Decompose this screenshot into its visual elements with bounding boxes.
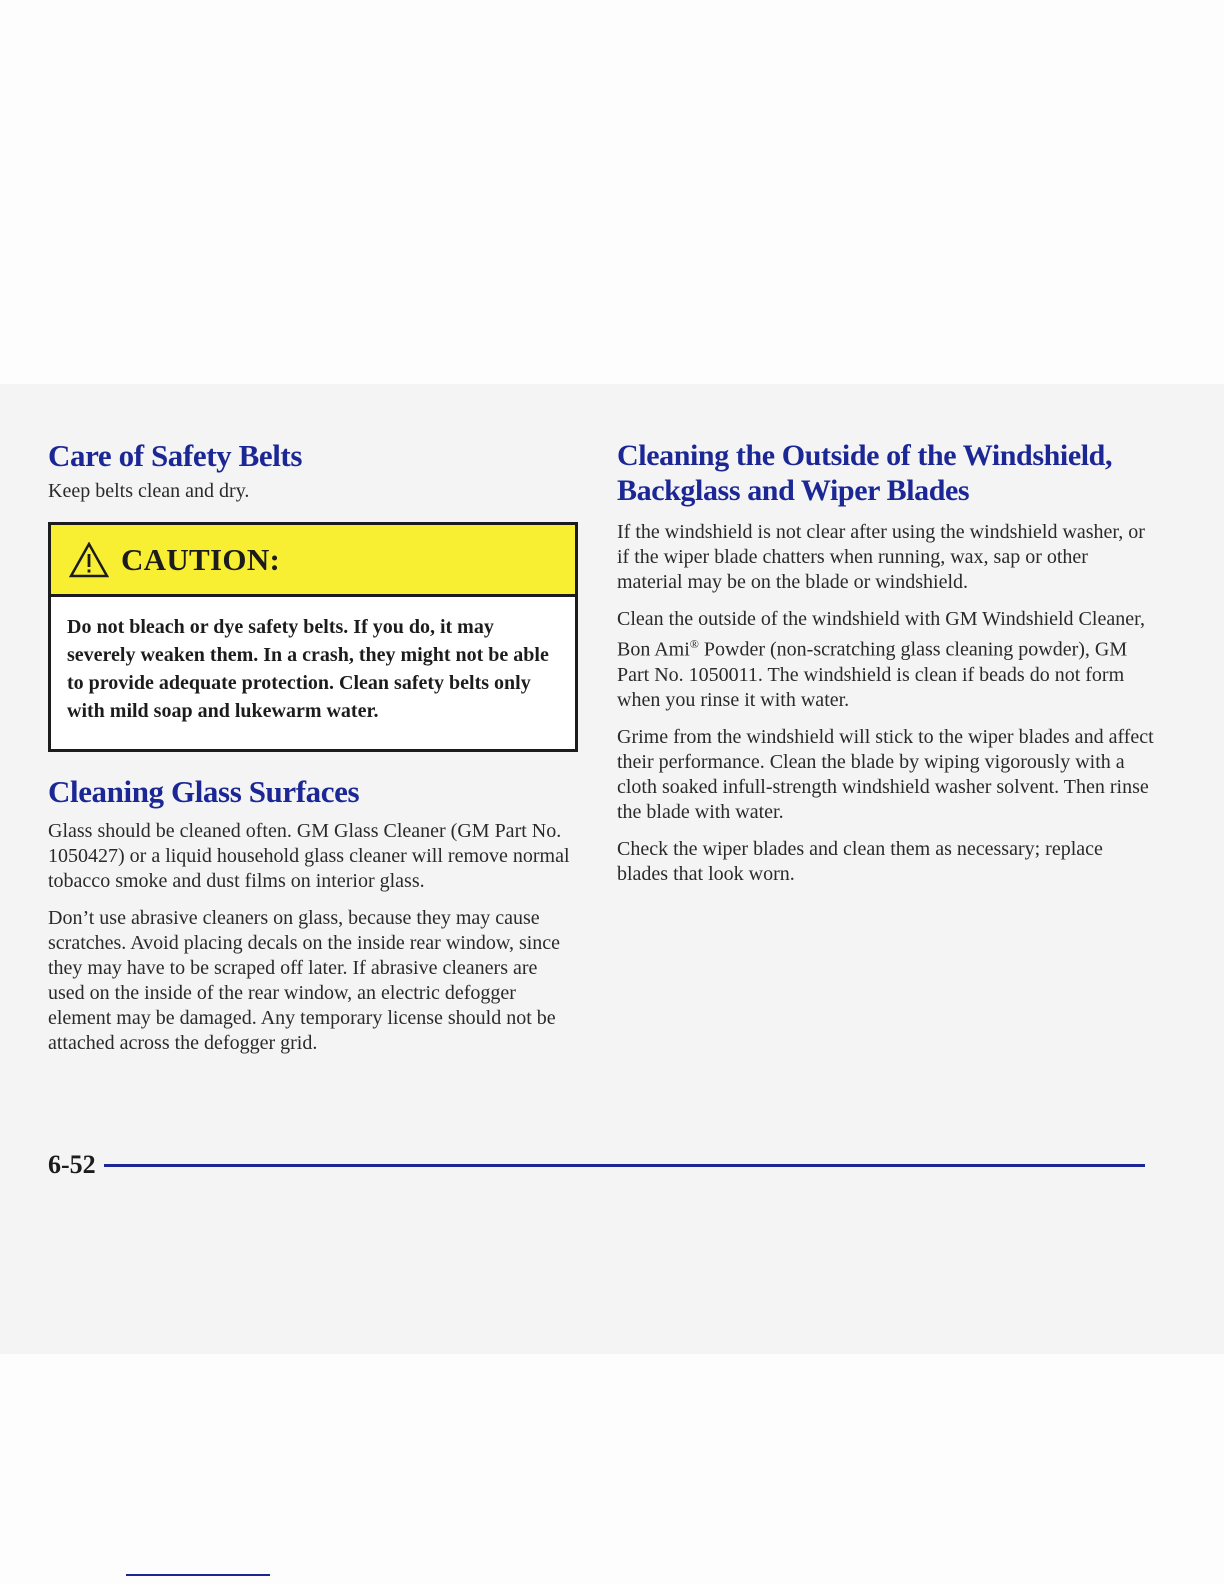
right-column xyxy=(617,438,1157,899)
registered-mark: ® xyxy=(689,637,699,651)
windshield-paragraph-4: Check the wiper blades and clean them as necessary; replace blades that look worn. xyxy=(617,837,1103,885)
safety-belts-intro: Keep belts clean and dry. xyxy=(48,480,250,502)
caution-header xyxy=(51,525,575,597)
page-footer xyxy=(48,1150,1145,1180)
glass-paragraph-2: Don’t use abrasive cleaners on glass, because they may cause scratches. Avoid placing decals on the inside rear window, since they may have to be scraped off later. If abrasive cleaners are used on the inside of the rear window, an electric defogger element may be damaged. Any temporary license should not be attached across the defogger grid. xyxy=(48,907,561,1054)
caution-box xyxy=(48,522,578,752)
page-number: 6-52 xyxy=(48,1150,96,1179)
heading-care-of-safety-belts: Care of Safety Belts xyxy=(48,438,303,473)
footer-rule xyxy=(104,1164,1145,1167)
caution-title: CAUTION: xyxy=(121,541,281,577)
heading-cleaning-glass-surfaces: Cleaning Glass Surfaces xyxy=(48,774,360,809)
heading-cleaning-windshield: Cleaning the Outside of the Windshield, Backglass and Wiper Blades xyxy=(617,439,1113,507)
windshield-paragraph-3: Grime from the windshield will stick to the wiper blades and affect their performance. Clean the blade by wiping vigorously with a cloth soaked infull-strength windshield washer solvent. Then rinse the blade with water. xyxy=(617,725,1154,823)
glass-paragraph-1: Glass should be cleaned often. GM Glass Cleaner (GM Part No. 1050427) or a liquid household glass cleaner will remove normal tobacco smoke and dust films on interior glass. xyxy=(48,820,570,892)
windshield-paragraph-2-start: Clean the outside of the windshield with GM Windshield Cleaner, Bon Ami xyxy=(617,608,1145,661)
warning-triangle-icon xyxy=(69,542,109,578)
caution-text: Do not bleach or dye safety belts. If you do, it may severely weaken them. In a crash, they might not be able to provide adequate protection. Clean safety belts only with mild soap and lukewarm water. xyxy=(67,616,549,722)
bottom-link-underline xyxy=(126,1574,270,1576)
windshield-paragraph-2-end: Powder (non-scratching glass cleaning powder), GM Part No. 1050011. The windshield is clean if beads do not form when you rinse it with water. xyxy=(617,638,1128,711)
windshield-paragraph-2 xyxy=(617,607,1157,713)
left-column xyxy=(48,438,578,1068)
windshield-paragraph-1: If the windshield is not clear after using the windshield washer, or if the wiper blade chatters when running, wax, sap or other material may be on the blade or windshield. xyxy=(617,521,1145,593)
